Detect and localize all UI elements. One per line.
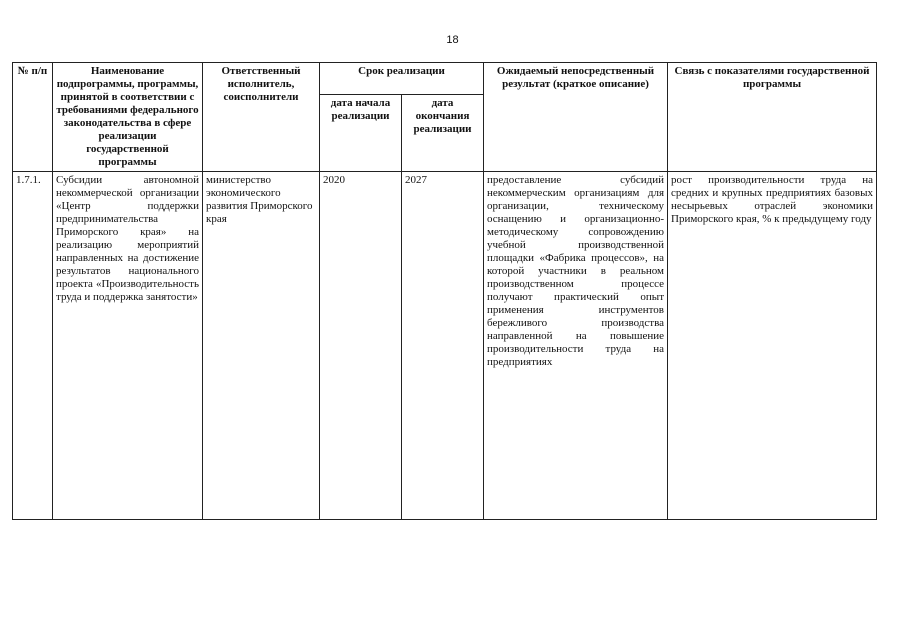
header-executor: Ответственный исполнитель, соисполнители [203, 63, 320, 172]
cell-result: предоставление субсидий некоммерческим организациям для организации, техническому оснащению и организационно-методическому сопровождению учебной производственной площадки «Фабрика процессов», на которой участники в реальном производственном процессе получают практический опыт применения инструментов бережливого производства направленной на повышение производительности труда на предприятиях [484, 172, 668, 520]
cell-executor: министерство экономического развития Приморского края [203, 172, 320, 520]
table-header-row [13, 63, 877, 95]
cell-name: Субсидии автономной некоммерческой организации «Центр поддержки предпринимательства Приморского края» на реализацию мероприятий направленных на достижение результатов национального проекта «Производительность труда и поддержка занятости» [53, 172, 203, 520]
cell-link: рост производительности труда на средних и крупных предприятиях базовых несырьевых отраслей экономики Приморского края, % к предыдущему году [668, 172, 877, 520]
cell-end: 2027 [402, 172, 484, 520]
header-period: Срок реализации [320, 63, 484, 95]
cell-start: 2020 [320, 172, 402, 520]
cell-number: 1.7.1. [13, 172, 53, 520]
program-table [12, 62, 877, 520]
header-link: Связь с показателями государственной программы [668, 63, 877, 172]
header-number: № п/п [13, 63, 53, 172]
table-row [13, 172, 877, 520]
page-number: 18 [446, 34, 459, 46]
header-period-end: дата окончания реализации [402, 94, 484, 171]
header-period-start: дата начала реализации [320, 94, 402, 171]
header-name: Наименование подпрограммы, программы, принятой в соответствии с требованиями федерального законодательства в сфере реализации государственной программы [53, 63, 203, 172]
header-result: Ожидаемый непосредственный результат (краткое описание) [484, 63, 668, 172]
